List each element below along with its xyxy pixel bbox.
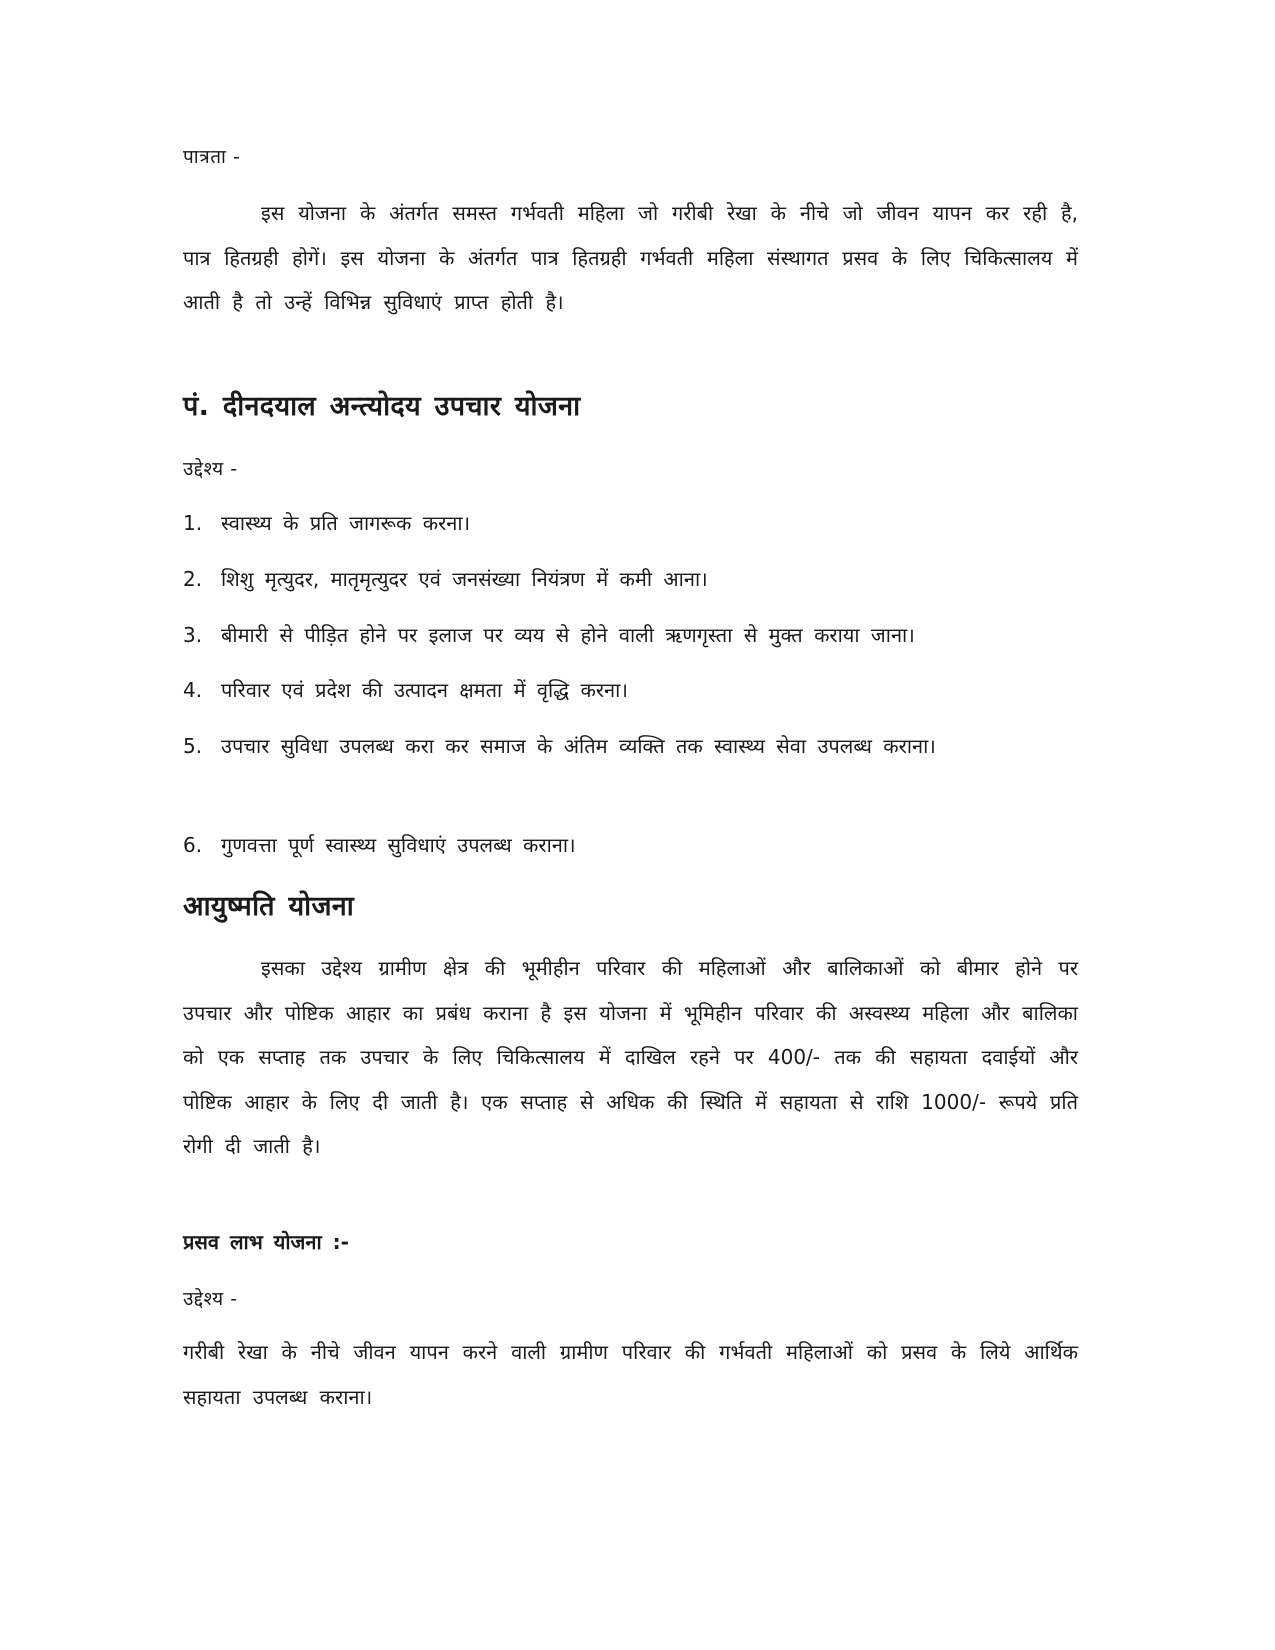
eligibility-label: पात्रता -: [183, 146, 241, 168]
objective-item-4: [183, 668, 1083, 713]
objective-text: स्वास्थ्य के प्रति जागरूक करना।: [221, 511, 471, 535]
ayushmati-paragraph: इसका उद्देश्य ग्रामीण क्षेत्र की भूमीहीन परिवार की महिलाओं और बालिकाओं को बीमार होने पर उपचार और पोष्टिक आहार का प्रबंध कराना है इस योजना में भूमिहीन परिवार की अस्वस्थ्य महिला और बालिका को एक सप्ताह तक उपचार के लिए चिकित्सालय में दाखिल रहने पर 400/- तक की सहायता दवाईयों और पोष्टिक आहार के लिए दी जाती है। एक सप्ताह से अधिक की स्थिति में सहायता से राशि 1000/- रूपये प्रति रोगी दी जाती है।: [183, 956, 1078, 1158]
objective-item-6: [183, 823, 1083, 868]
objective-text: बीमारी से पीड़ित होने पर इलाज पर व्यय से होने वाली ऋणगृस्ता से मुक्त कराया जाना।: [221, 623, 915, 647]
objective-text: शिशु मृत्युदर, मातृमृत्युदर एवं जनसंख्या नियंत्रण में कमी आना।: [221, 567, 708, 591]
maternity-objective-label: उद्देश्य -: [183, 1288, 238, 1310]
objective-item-1: [183, 501, 1083, 546]
objective-number: 3.: [183, 623, 203, 647]
deendayal-scheme-heading: पं. दीनदयाल अन्त्योदय उपचार योजना: [183, 391, 581, 422]
objective-item-3: [183, 613, 1083, 658]
objective-number: 5.: [183, 734, 203, 758]
objective-text: परिवार एवं प्रदेश की उत्पादन क्षमता में वृद्धि करना।: [221, 678, 628, 702]
deendayal-objective-label: उद्देश्य -: [183, 458, 238, 480]
eligibility-paragraph: इस योजना के अंतर्गत समस्त गर्भवती महिला जो गरीबी रेखा के नीचे जो जीवन यापन कर रही है, पात्र हितग्रही होगें। इस योजना के अंतर्गत पात्र हितग्रही गर्भवती महिला संस्थागत प्रसव के लिए चिकित्सालय में आती है तो उन्हें विभिन्न सुविधाएं प्राप्त होती है।: [183, 201, 1078, 314]
ayushmati-scheme-heading: आयुष्मति योजना: [183, 891, 355, 922]
objective-number: 6.: [183, 833, 203, 857]
objective-number: 4.: [183, 678, 203, 702]
maternity-objective-paragraph: गरीबी रेखा के नीचे जीवन यापन करने वाली ग्रामीण परिवार की गर्भवती महिलाओं को प्रसव के लिये आर्थिक सहायता उपलब्ध कराना।: [183, 1340, 1078, 1409]
objective-item-2: [183, 557, 1083, 602]
objective-number: 2.: [183, 567, 203, 591]
objective-text: गुणवत्ता पूर्ण स्वास्थ्य सुविधाएं उपलब्ध कराना।: [221, 833, 576, 857]
objective-item-5: [183, 724, 1043, 769]
maternity-benefit-heading: प्रसव लाभ योजना :-: [183, 1230, 349, 1254]
objective-number: 1.: [183, 511, 203, 535]
objective-text: उपचार सुविधा उपलब्ध करा कर समाज के अंतिम व्यक्ति तक स्वास्थ्य सेवा उपलब्ध कराना।: [221, 734, 936, 758]
